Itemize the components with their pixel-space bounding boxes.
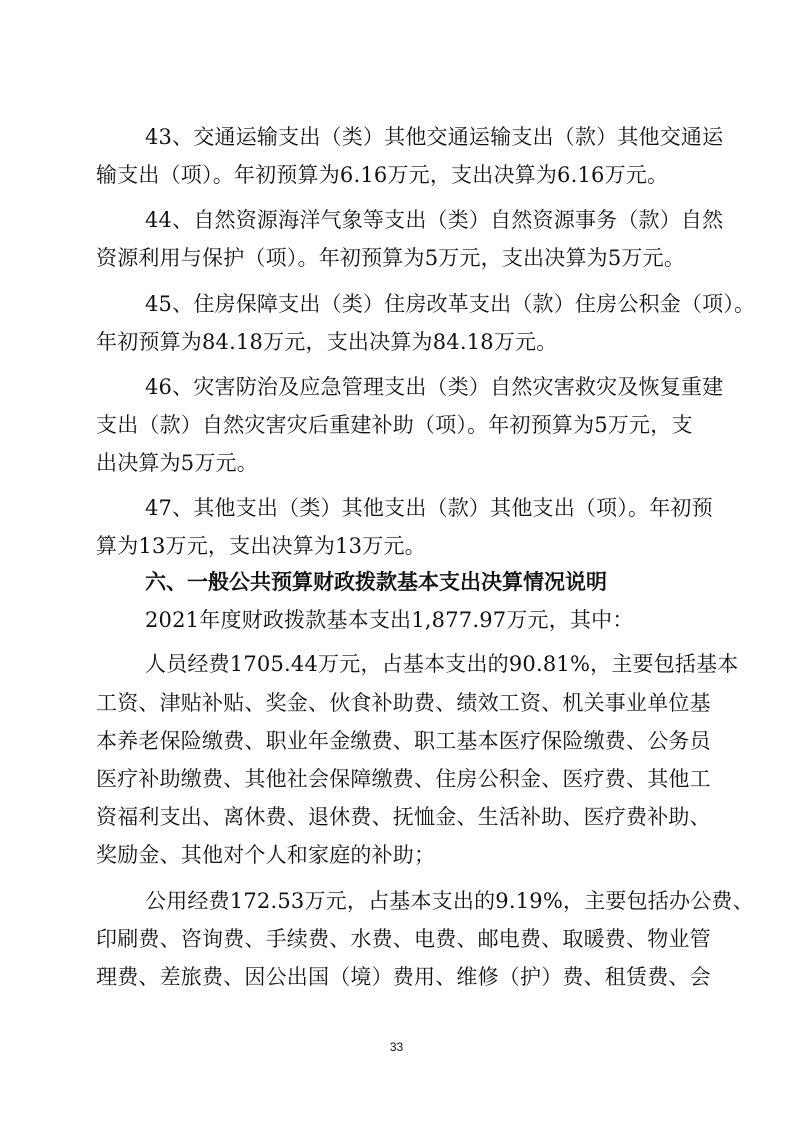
paragraph-line: 工资、津贴补贴、奖金、伙食补助费、绩效工资、机关事业单位基: [96, 691, 711, 715]
paragraph-line: 出决算为5万元。: [96, 451, 258, 475]
paragraph-line: 印刷费、咨询费、手续费、水费、电费、邮电费、取暖费、物业管: [96, 927, 711, 951]
paragraph-line: 理费、差旅费、因公出国（境）费用、维修（护）费、租赁费、会: [96, 965, 711, 989]
paragraph-line: 资源利用与保护（项）。年初预算为5万元，支出决算为5万元。: [96, 246, 686, 270]
paragraph-line: 本养老保险缴费、职业年金缴费、职工基本医疗保险缴费、公务员: [96, 729, 711, 753]
paragraph-line: 公用经费172.53万元，占基本支出的9.19%，主要包括办公费、: [145, 889, 754, 913]
paragraph-line: 输支出（项）。年初预算为6.16万元，支出决算为6.16万元。: [96, 163, 669, 187]
paragraph-line: 医疗补助缴费、其他社会保障缴费、住房公积金、医疗费、其他工: [96, 767, 711, 791]
paragraph-line: 46、灾害防治及应急管理支出（类）自然灾害救灾及恢复重建: [145, 375, 724, 399]
page-number: 33: [389, 1040, 404, 1054]
paragraph-line: 算为13万元，支出决算为13万元。: [96, 534, 426, 558]
paragraph-line: 45、住房保障支出（类）住房改革支出（款）住房公积金（项）。: [145, 292, 756, 316]
paragraph-line: 资福利支出、离休费、退休费、抚恤金、生活补助、医疗费补助、: [96, 805, 711, 829]
paragraph-line: 年初预算为84.18万元，支出决算为84.18万元。: [96, 330, 558, 354]
paragraph-line: 43、交通运输支出（类）其他交通运输支出（款）其他交通运: [145, 125, 724, 149]
paragraph-line: 人员经费1705.44万元，占基本支出的90.81%，主要包括基本: [145, 652, 739, 676]
paragraph-line: 44、自然资源海洋气象等支出（类）自然资源事务（款）自然: [145, 208, 724, 232]
section-heading: 六、一般公共预算财政拨款基本支出决算情况说明: [145, 570, 607, 594]
paragraph-line: 支出（款）自然灾害灾后重建补助（项）。年初预算为5万元，支: [96, 413, 693, 437]
paragraph-line: 2021年度财政拨款基本支出1,877.97万元，其中：: [145, 608, 634, 632]
paragraph-line: 奖励金、其他对个人和家庭的补助；: [96, 843, 436, 867]
paragraph-line: 47、其他支出（类）其他支出（款）其他支出（项）。年初预: [145, 496, 713, 520]
